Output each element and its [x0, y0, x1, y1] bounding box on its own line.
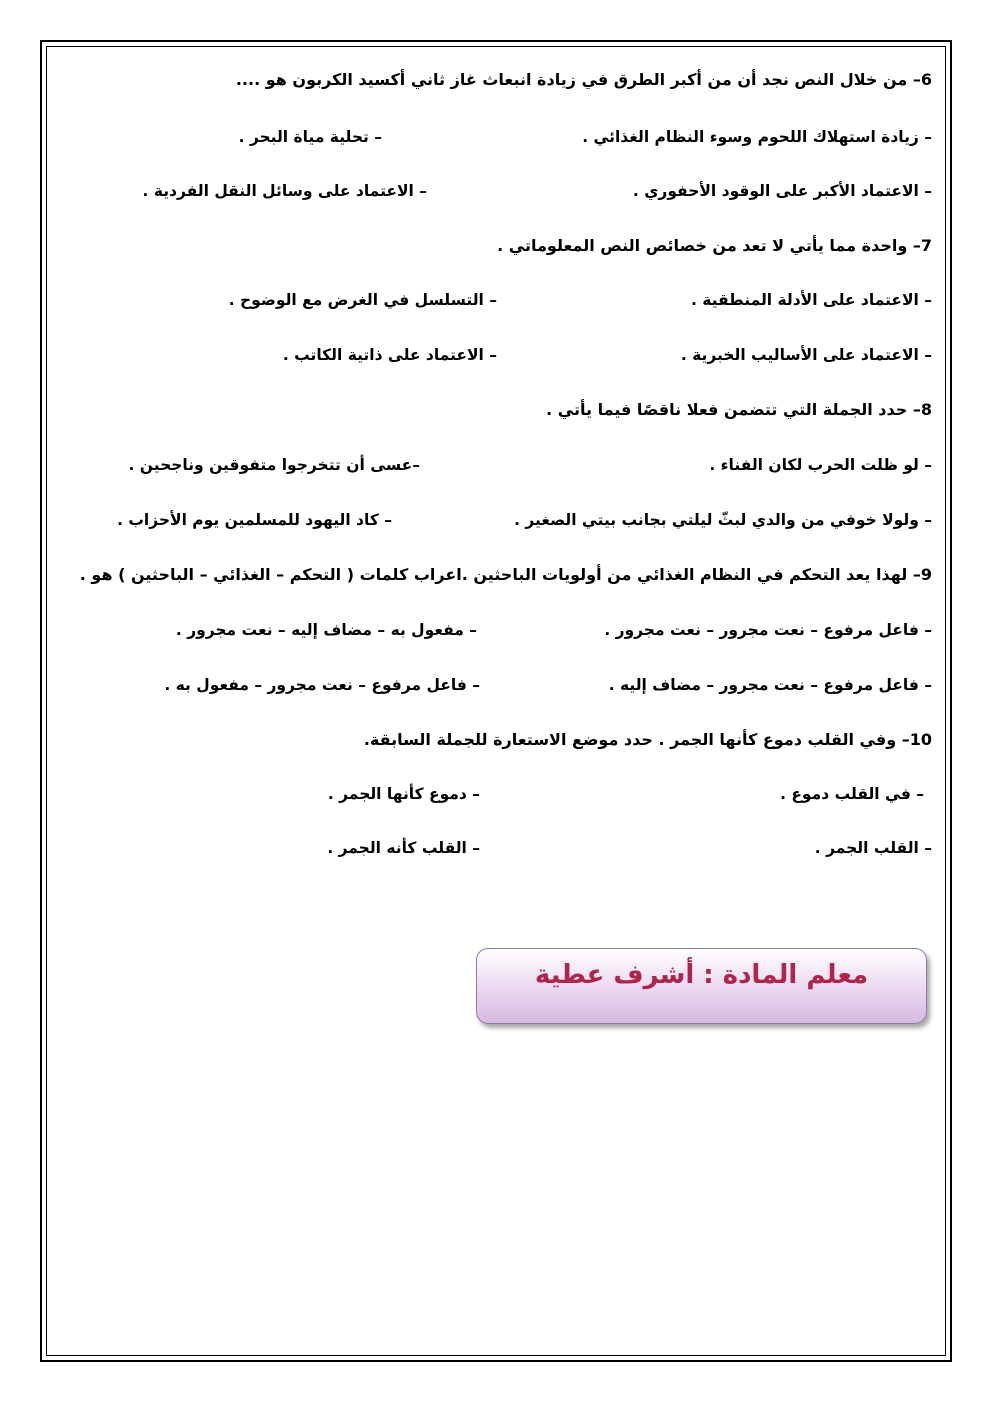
question-10-option-a: – في القلب دموع . — [780, 785, 924, 803]
question-9-option-d: – فاعل مرفوع – نعت مجرور – مفعول به . — [164, 676, 480, 694]
teacher-name-box — [476, 948, 927, 1024]
teacher-name: معلم المادة : أشرف عطية — [534, 960, 869, 990]
question-8-option-c: – ولولا خوفي من والدي لبثّ ليلتي بجانب بيتي الصغير . — [514, 511, 932, 529]
question-7-option-b: – التسلسل في الغرض مع الوضوح . — [228, 291, 497, 309]
question-8-option-d: – كاد اليهود للمسلمين يوم الأحزاب . — [117, 511, 392, 529]
question-10-option-d: – القلب كأنه الجمر . — [327, 839, 480, 857]
question-10-option-c: – القلب الجمر . — [814, 839, 932, 857]
question-6-option-c: – الاعتماد الأكبر على الوقود الأحفوري . — [632, 182, 932, 200]
question-8-option-a: – لو ظلت الحرب لكان الفناء . — [709, 456, 932, 474]
question-9-option-b: – مفعول به – مضاف إليه – نعت مجرور . — [175, 621, 477, 639]
question-9-option-a: – فاعل مرفوع – نعت مجرور – نعت مجرور . — [604, 621, 932, 639]
question-8-option-b: –عسى أن تتخرجوا متفوقين وناجحين . — [128, 456, 420, 474]
question-7-option-a: – الاعتماد على الأدلة المنطقية . — [690, 291, 932, 309]
question-9-stem: 9– لهذا يعد التحكم في النظام الغذائي من أولويات الباحثين .اعراب كلمات ( التحكم – الغذائي – الباحثين ) هو . — [79, 565, 932, 584]
question-7-stem: 7– واحدة مما يأتي لا تعد من خصائص النص المعلوماتي . — [497, 236, 932, 255]
question-6-option-b: – تحلية مياة البحر . — [238, 128, 382, 146]
question-10-option-b: – دموع كأنها الجمر . — [327, 785, 480, 803]
question-7-option-d: – الاعتماد على ذاتية الكاتب . — [282, 346, 497, 364]
question-10-stem: 10– وفي القلب دموع كأنها الجمر . حدد موضع الاستعارة للجملة السابقة. — [363, 730, 932, 749]
question-7-option-c: – الاعتماد على الأساليب الخبرية . — [680, 346, 932, 364]
question-8-stem: 8– حدد الجملة التي تتضمن فعلا ناقصًا فيما يأتي . — [546, 400, 932, 419]
question-6-option-d: – الاعتماد على وسائل النقل الفردية . — [142, 182, 427, 200]
question-6-option-a: – زيادة استهلاك اللحوم وسوء النظام الغذائي . — [582, 128, 932, 146]
question-6-stem: 6– من خلال النص نجد أن من أكبر الطرق في زيادة انبعاث غاز ثاني أكسيد الكربون هو .... — [235, 70, 932, 89]
question-9-option-c: – فاعل مرفوع – نعت مجرور – مضاف إليه . — [608, 676, 932, 694]
